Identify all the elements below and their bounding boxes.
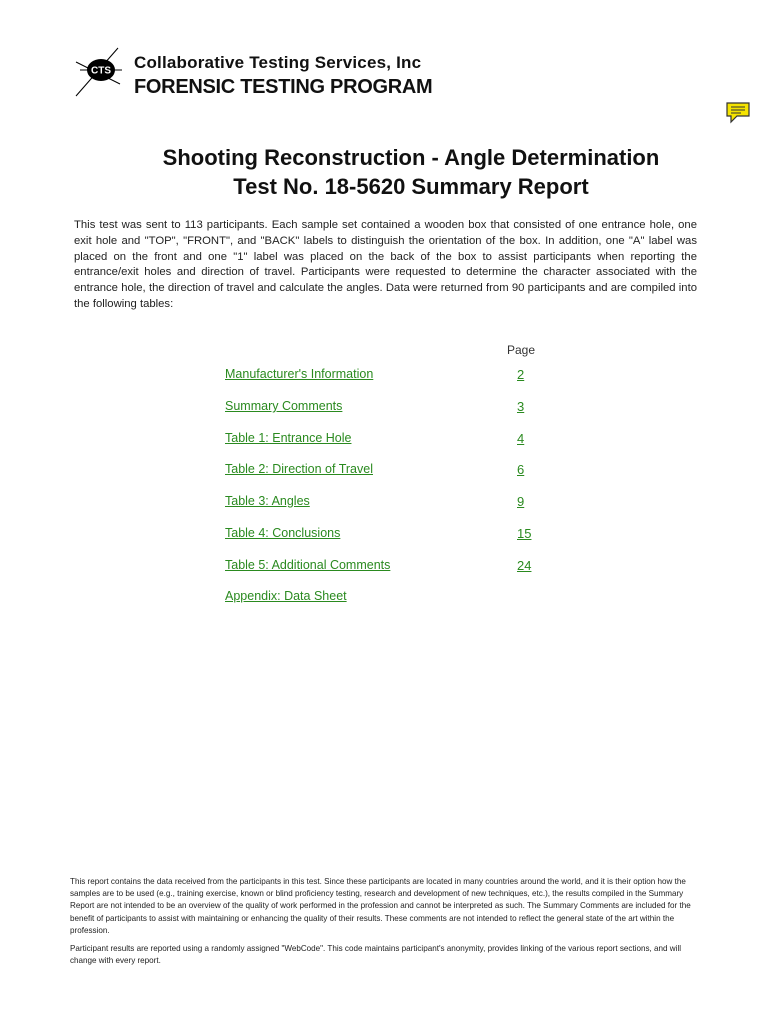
toc-link-manufacturers-information[interactable]: Manufacturer's Information xyxy=(225,367,374,381)
toc-link-table-4[interactable]: Table 4: Conclusions xyxy=(225,526,341,540)
company-name: Collaborative Testing Services, Inc xyxy=(134,53,422,72)
toc-link-table-1[interactable]: Table 1: Entrance Hole xyxy=(225,431,352,445)
comment-icon[interactable] xyxy=(725,100,751,126)
toc-link-summary-comments[interactable]: Summary Comments xyxy=(225,399,343,413)
toc-page-number[interactable]: 2 xyxy=(517,367,525,382)
toc-link-table-2[interactable]: Table 2: Direction of Travel xyxy=(225,462,373,476)
toc-page-heading: Page xyxy=(507,343,536,357)
toc-page-number[interactable]: 4 xyxy=(517,431,525,446)
footer-webcode-note: Participant results are reported using a randomly assigned "WebCode". This code maintains participant's anonymity, provides linking of the various report sections, and will change with every report. xyxy=(70,944,682,966)
logo-text: CTS xyxy=(91,65,111,77)
program-name: FORENSIC TESTING PROGRAM xyxy=(134,76,433,98)
intro-paragraph: This test was sent to 113 participants. Each sample set contained a wooden box that consisted of one entrance hole, one exit hole and "TOP", "FRONT", and "BACK" labels to distinguish the orientation of the box. In addition, one "A" label was placed on the front and one "1" label was placed on the back of the box to assist participants when reporting the entrance/exit holes and direction of travel. Participants were requested to determine the character associated with the entrance hole, the direction of travel and calculate the angles. Data were returned from 90 participants and are compiled into the following tables: xyxy=(74,219,697,310)
toc-link-table-3[interactable]: Table 3: Angles xyxy=(225,494,310,508)
toc-link-appendix[interactable]: Appendix: Data Sheet xyxy=(225,589,347,603)
report-subtitle: Test No. 18-5620 Summary Report xyxy=(233,174,589,199)
toc-link-table-5[interactable]: Table 5: Additional Comments xyxy=(225,558,391,572)
toc-page-number[interactable]: 9 xyxy=(517,494,525,509)
footer-disclaimer: This report contains the data received from the participants in this test. Since these participants are located in many countries around the world, and it is their option how the samples are to be used (e.g., training exercise, known or blind proficiency testing, research and development of new techniques, etc.), the results compiled in the Summary Report are not intended to be an overview of the quality of work performed in the profession and cannot be interpreted as such. The Summary Comments are included for the benefit of participants to assist with maintaining or enhancing the quality of their results. These comments are not intended to reflect the general state of the art within the profession. xyxy=(70,877,691,935)
toc-page-number[interactable]: 15 xyxy=(517,526,532,541)
toc-page-number[interactable]: 6 xyxy=(517,462,525,477)
cts-logo xyxy=(70,44,126,100)
toc-page-number[interactable]: 24 xyxy=(517,558,532,573)
report-title: Shooting Reconstruction - Angle Determination xyxy=(162,145,660,170)
toc-page-number[interactable]: 3 xyxy=(517,399,525,414)
